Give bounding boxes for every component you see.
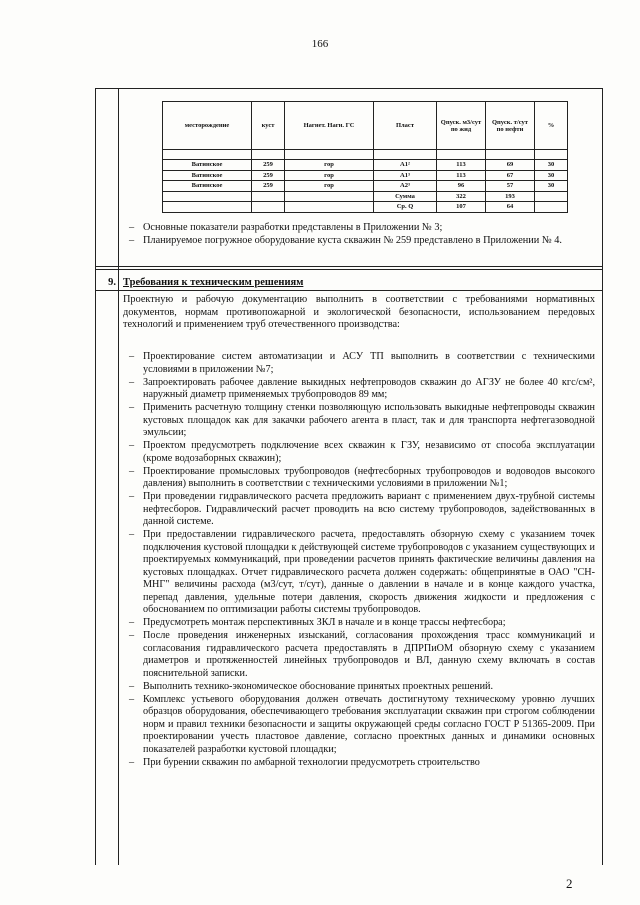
- note-item: – Планируемое погружное оборудование куста скважин № 259 представлено в Приложении № 4.: [125, 235, 595, 248]
- list-item: – При бурении скважин по амбарной технологии предусмотреть строительство: [125, 757, 595, 770]
- row-divider-double: [96, 269, 602, 270]
- table-cell: 30: [535, 170, 568, 181]
- table-cell: 259: [252, 160, 285, 171]
- list-item: – Проектирование промысловых трубопроводов (нефтесборных трубопроводов и водоводов высокого давления) выполнить в соответствии с техническими условиями в приложении №1;: [125, 466, 595, 491]
- table-cell: 259: [252, 181, 285, 192]
- table-cell: 113: [437, 170, 486, 181]
- section-title-divider: [96, 290, 602, 291]
- table-header-row: [163, 102, 568, 150]
- avg-liquid: 107: [437, 202, 486, 213]
- list-item: – Выполнить технико-экономическое обоснование принятых проектных решений.: [125, 681, 595, 694]
- avg-oil: 64: [486, 202, 535, 213]
- list-item: – Применить расчетную толщину стенки позволяющую использовать выкидные нефтепроводы скважин кустовых площадок как для закачки рабочего агента в пласт, так и для транспорта нефтегазоводной эмульсии;: [125, 402, 595, 440]
- header-q-liquid: Qпуск. м3/сут по жид: [437, 102, 486, 150]
- requirements-list: [125, 351, 595, 770]
- header-q-oil: Qпуск. т/сут по нефти: [486, 102, 535, 150]
- list-item: – Комплекс устьевого оборудования должен отвечать достигнутому техническому уровню лучших образцов оборудования, обеспечивающего требования эксплуатации скважин при строгом соблюдении норм и правил техники безопасности и защиты окружающей среды согласно ГОСТ Р 51365-2009. При проектировании учесть пластовое давление, согласно проектных данных и динамики основных показателей разработки кустовой площадки;: [125, 694, 595, 757]
- note-item: – Основные показатели разработки представлены в Приложении № 3;: [125, 222, 595, 235]
- header-field: месторождение: [163, 102, 252, 150]
- table-row: [163, 160, 568, 171]
- table-cell: 96: [437, 181, 486, 192]
- list-item: – При предоставлении гидравлического расчета, предоставлять обзорную схему с указанием точек подключения кустовой площадки к действующей системе трубопроводов с указанием существующих и проектируемых коммуникаций, при проведении расчетов принять фактические величины давления на кустовых площадках. Отчет гидравлического расчета должен содержать: общепринятые в ОАО "СН-МНГ" величины расхода (м3/сут, т/сут), данные о давлении в начале и в конце каждого участка, перепад давления, удельные потери давления, скорость движения жидкости и предложения с обоснованием по оптимизации работы системы трубопроводов.: [125, 529, 595, 617]
- sum-label: Сумма: [374, 191, 437, 202]
- table-cell: гор: [285, 181, 374, 192]
- header-well-type: Нагнет. Нагн. ГС: [285, 102, 374, 150]
- list-item: – Проектирование систем автоматизации и АСУ ТП выполнить в соответствии с техническими условиями в приложении №7;: [125, 351, 595, 376]
- header-layer: Пласт: [374, 102, 437, 150]
- table-cell: гор: [285, 170, 374, 181]
- table-cell: 259: [252, 170, 285, 181]
- section-title: Требования к техническим решениям: [123, 277, 304, 288]
- list-item: – Запроектировать рабочее давление выкидных нефтепроводов скважин до АГЗУ не более 40 кгс/см², наружный диаметр применяемых трубопроводов 89 мм;: [125, 377, 595, 402]
- table-row: [163, 170, 568, 181]
- table-cell: Ватинское: [163, 160, 252, 171]
- row-divider: [96, 266, 602, 267]
- table-cell: 113: [437, 160, 486, 171]
- table-cell: 67: [486, 170, 535, 181]
- table-cell: [285, 202, 374, 213]
- sum-oil: 193: [486, 191, 535, 202]
- section-number: 9.: [108, 277, 116, 288]
- appendix-notes: [125, 222, 595, 247]
- table-avg-row: [163, 202, 568, 213]
- table-cell: [285, 191, 374, 202]
- page-number-top: 166: [311, 38, 329, 50]
- header-cluster: куст: [252, 102, 285, 150]
- table-cell: 30: [535, 160, 568, 171]
- table-cell: [163, 202, 252, 213]
- column-divider: [118, 89, 119, 865]
- table-cell: A1²: [374, 160, 437, 171]
- header-percent: %: [535, 102, 568, 150]
- table-spacer-row: [163, 150, 568, 160]
- table-cell: Ватинское: [163, 170, 252, 181]
- table-cell: гор: [285, 160, 374, 171]
- table-cell: Ватинское: [163, 181, 252, 192]
- list-item: – После проведения инженерных изысканий, согласования прохождения трасс коммуникаций и согласования гидравлического расчета предоставлять в ДПРПиОМ обзорную схему с указанием диаметров и протяженностей линейных трубопроводов и ВЛ, данную схему включать в состав пояснительной записки.: [125, 630, 595, 680]
- table-cell: [535, 202, 568, 213]
- table-cell: A2³: [374, 181, 437, 192]
- avg-label: Ср. Q: [374, 202, 437, 213]
- table-cell: 69: [486, 160, 535, 171]
- list-item: – Предусмотреть монтаж перспективных ЗКЛ в начале и в конце трассы нефтесбора;: [125, 617, 595, 630]
- table-cell: [252, 202, 285, 213]
- table-cell: [252, 191, 285, 202]
- table-cell: [163, 191, 252, 202]
- section-intro: Проектную и рабочую документацию выполнить в соответствии с требованиями нормативных документов, нормам противопожарной и экологической безопасности, использованием передовых технологий и применением труб отечественного производства:: [123, 294, 595, 330]
- list-item: – Проектом предусмотреть подключение всех скважин к ГЗУ, независимо от способа эксплуатации (кроме водозаборных скважин);: [125, 440, 595, 465]
- table-row: [163, 181, 568, 192]
- table-sum-row: [163, 191, 568, 202]
- table-cell: 30: [535, 181, 568, 192]
- sum-liquid: 322: [437, 191, 486, 202]
- list-item: – При проведении гидравлического расчета предложить вариант с применением двух-трубной системы нефтесборов. Гидравлический расчет проводить на всю систему трубопроводов, задействованных в данной системе.: [125, 491, 595, 529]
- well-production-table: [162, 101, 568, 213]
- table-cell: [535, 191, 568, 202]
- table-cell: A1³: [374, 170, 437, 181]
- page-number-bottom: 2: [566, 876, 573, 891]
- table-cell: 57: [486, 181, 535, 192]
- requirements-table-frame: [95, 88, 603, 865]
